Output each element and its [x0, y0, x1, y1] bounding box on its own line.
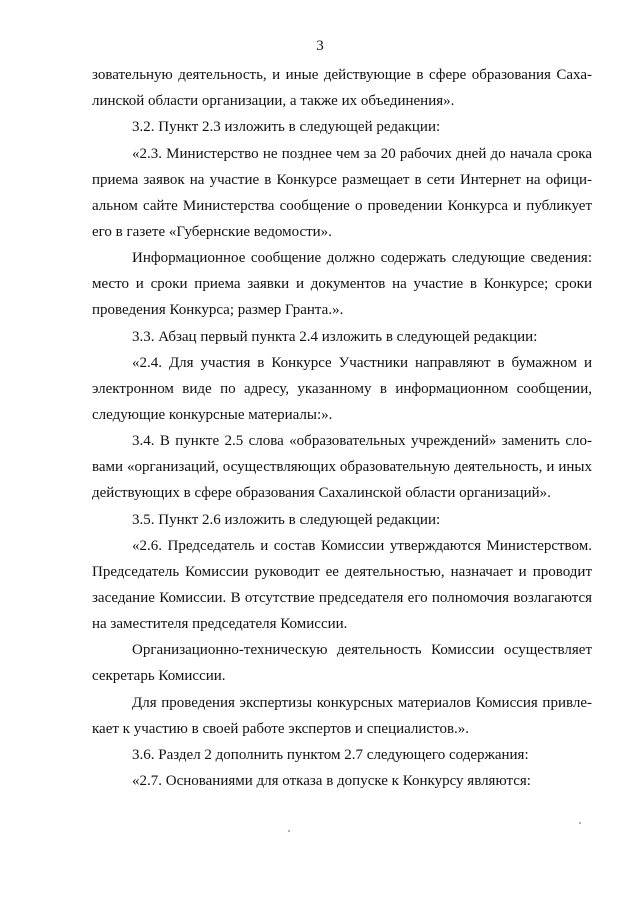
paragraph	[92, 245, 592, 323]
text-line: вами «организаций, осуществляющих образовательную деятельность, и иных	[92, 459, 592, 475]
text-line: 3.4. В пункте 2.5 слова «образовательных учреждений» заменить сло-	[132, 433, 592, 449]
paragraph	[92, 690, 592, 742]
text-line: секретарь Комиссии.	[92, 668, 226, 684]
text-line: действующих в сфере образования Сахалинской области организаций».	[92, 485, 551, 501]
text-line: заседание Комиссии. В отсутствие председателя его полномочия возлагаются	[92, 590, 592, 606]
text-line: альном сайте Министерства сообщение о проведении Конкурса и публикует	[92, 198, 592, 214]
text-line: его в газете «Губернские ведомости».	[92, 224, 332, 240]
text-line: следующие конкурсные материалы:».	[92, 407, 333, 423]
text-line: на заместителя председателя Комиссии.	[92, 616, 348, 632]
text-line: «2.6. Председатель и состав Комиссии утверждаются Министерством.	[132, 538, 592, 554]
paragraph	[92, 507, 592, 533]
text-line: Для проведения экспертизы конкурсных материалов Комиссия привле-	[132, 695, 592, 711]
scan-speck	[579, 822, 581, 824]
scan-speck	[288, 830, 290, 832]
text-line: место и сроки приема заявки и документов на участие в Конкурсе; сроки	[92, 276, 592, 292]
text-line: «2.4. Для участия в Конкурсе Участники направляют в бумажном и	[132, 355, 592, 371]
paragraph	[92, 62, 592, 114]
paragraph	[92, 350, 592, 428]
text-line: 3.3. Абзац первый пункта 2.4 изложить в следующей редакции:	[132, 329, 538, 345]
text-line: Организационно-техническую деятельность Комиссии осуществляет	[132, 642, 592, 658]
paragraph	[92, 533, 592, 637]
text-line: приема заявок на участие в Конкурсе размещает в сети Интернет на офици-	[92, 172, 592, 188]
paragraph	[92, 114, 592, 140]
paragraph	[92, 428, 592, 506]
text-line: электронном виде по адресу, указанному в информационном сообщении,	[92, 381, 592, 397]
paragraph	[92, 742, 592, 768]
text-line: Председатель Комиссии руководит ее деятельностью, назначает и проводит	[92, 564, 592, 580]
text-line: линской области организации, а также их объединения».	[92, 93, 455, 109]
text-line: 3.6. Раздел 2 дополнить пунктом 2.7 следующего содержания:	[132, 747, 529, 763]
paragraph	[92, 768, 592, 794]
paragraph	[92, 637, 592, 689]
text-line: проведения Конкурса; размер Гранта.».	[92, 302, 344, 318]
text-line: зовательную деятельность, и иные действующие в сфере образования Саха-	[92, 67, 592, 83]
text-line: 3.5. Пункт 2.6 изложить в следующей редакции:	[132, 512, 441, 528]
paragraph	[92, 324, 592, 350]
text-line: «2.3. Министерство не позднее чем за 20 рабочих дней до начала срока	[132, 146, 592, 162]
page-number: 3	[316, 38, 324, 54]
text-line: 3.2. Пункт 2.3 изложить в следующей редакции:	[132, 119, 441, 135]
text-line: кает к участию в своей работе экспертов и специалистов.».	[92, 721, 470, 737]
document-body	[92, 62, 592, 794]
paragraph	[92, 141, 592, 245]
text-line: «2.7. Основаниями для отказа в допуске к Конкурсу являются:	[132, 773, 531, 789]
text-line: Информационное сообщение должно содержать следующие сведения:	[132, 250, 592, 266]
